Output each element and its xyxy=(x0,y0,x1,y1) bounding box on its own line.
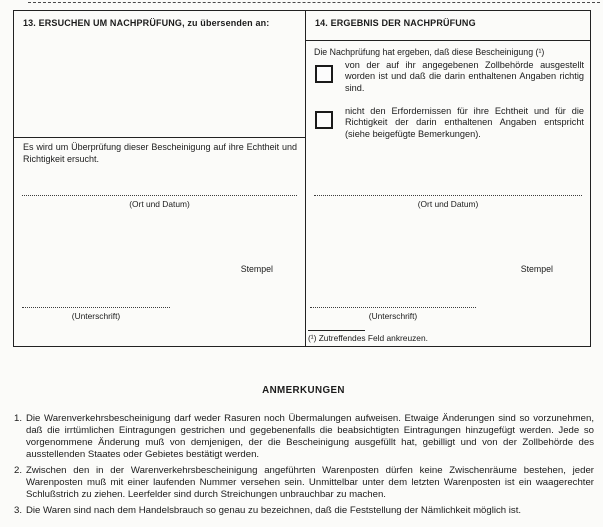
box14-signature-field xyxy=(310,307,476,321)
box14-place-date-field xyxy=(314,195,582,209)
remark-number: 1. xyxy=(13,413,22,424)
page-top-edge-line xyxy=(28,2,600,3)
remark-number: 2. xyxy=(13,465,22,476)
not-conform-checkbox[interactable] xyxy=(315,111,333,129)
remark-item-3 xyxy=(13,505,594,517)
box13-signature-label: (Unterschrift) xyxy=(71,311,121,321)
remark-text: Die Waren sind nach dem Handelsbrauch so genau zu bezeichnen, daß die Feststellung der Nämlichkeit möglich ist. xyxy=(26,505,522,516)
box14-title: 14. ERGEBNIS DER NACHPRÜFUNG xyxy=(315,18,476,28)
remark-item-2 xyxy=(13,465,594,501)
box13-place-date-label: (Ort und Datum) xyxy=(129,199,190,209)
box13-place-date-line[interactable] xyxy=(22,195,297,196)
box13-signature-line[interactable] xyxy=(22,307,170,308)
issued-correct-checkbox[interactable] xyxy=(315,65,333,83)
box14-place-date-line[interactable] xyxy=(314,195,582,196)
remark-number: 3. xyxy=(13,505,22,516)
footnote-separator-line xyxy=(308,330,365,331)
remarks-title: ANMERKUNGEN xyxy=(262,385,345,396)
box14-place-date-label: (Ort und Datum) xyxy=(417,199,479,209)
box13-request-section xyxy=(14,11,306,346)
box14-signature-line[interactable] xyxy=(310,307,476,308)
box13-request-text: Es wird um Überprüfung dieser Bescheinigung auf ihre Echtheit und Richtigkeit ersucht. xyxy=(23,142,297,164)
box13-title: 13. ERSUCHEN UM NACHPRÜFUNG, zu übersenden an: xyxy=(23,18,270,28)
box14-divider-line xyxy=(306,40,590,41)
box14-signature-label: (Unterschrift) xyxy=(368,311,418,321)
remarks-section xyxy=(13,385,594,521)
remark-text: Zwischen den in der Warenverkehrsbescheinigung angeführten Warenposten dürfen keine Zwischenräume bestehen, jeder Warenposten muß mit einer laufenden Nummer versehen sein. Unmittelbar unter dem letzten Warenposten ist ein waagerechter Schlußstrich zu ziehen. Leerfelder sind durch Streichungen unbrauchbar zu machen. xyxy=(26,465,594,500)
verification-form xyxy=(13,10,591,347)
issued-correct-label: von der auf ihr angegebenen Zollbehörde ausgestellt worden ist und daß die darin enthaltenen Angaben richtig sind. xyxy=(345,60,584,93)
box14-option-issued-correct xyxy=(312,60,584,94)
box13-signature-field xyxy=(22,307,170,321)
box13-place-date-field xyxy=(22,195,297,209)
box14-stamp-label: Stempel xyxy=(520,264,553,274)
box13-send-to-address-field[interactable] xyxy=(14,35,305,135)
box14-option-not-conform xyxy=(312,106,584,140)
not-conform-label: nicht den Erfordernissen für ihre Echtheit und für die Richtigkeit der darin enthaltenen Angaben entspricht (siehe beigefügte Bemerkungen). xyxy=(345,106,584,139)
box14-result-section xyxy=(306,11,590,346)
remark-item-1 xyxy=(13,413,594,461)
remark-text: Die Warenverkehrsbescheinigung darf weder Rasuren noch Übermalungen aufweisen. Etwaige Änderungen sind so vorzunehmen, daß die irrtümlichen Eintragungen gestrichen und gegebenenfalls die beabsichtigten Eintragungen hinzugefügt werden. Jede so vorgenommene Änderung muß von demjenigen, der die Bescheinigung ausgefüllt hat, gebilligt und von der Zollbehörde des ausstellenden Staates oder Gebietes bestätigt werden. xyxy=(26,413,594,460)
box14-intro-text: Die Nachprüfung hat ergeben, daß diese Bescheinigung (¹) xyxy=(314,47,545,57)
footnote-text: (¹) Zutreffendes Feld ankreuzen. xyxy=(308,333,428,343)
box13-stamp-label: Stempel xyxy=(240,264,273,274)
box13-divider-line xyxy=(14,137,305,138)
